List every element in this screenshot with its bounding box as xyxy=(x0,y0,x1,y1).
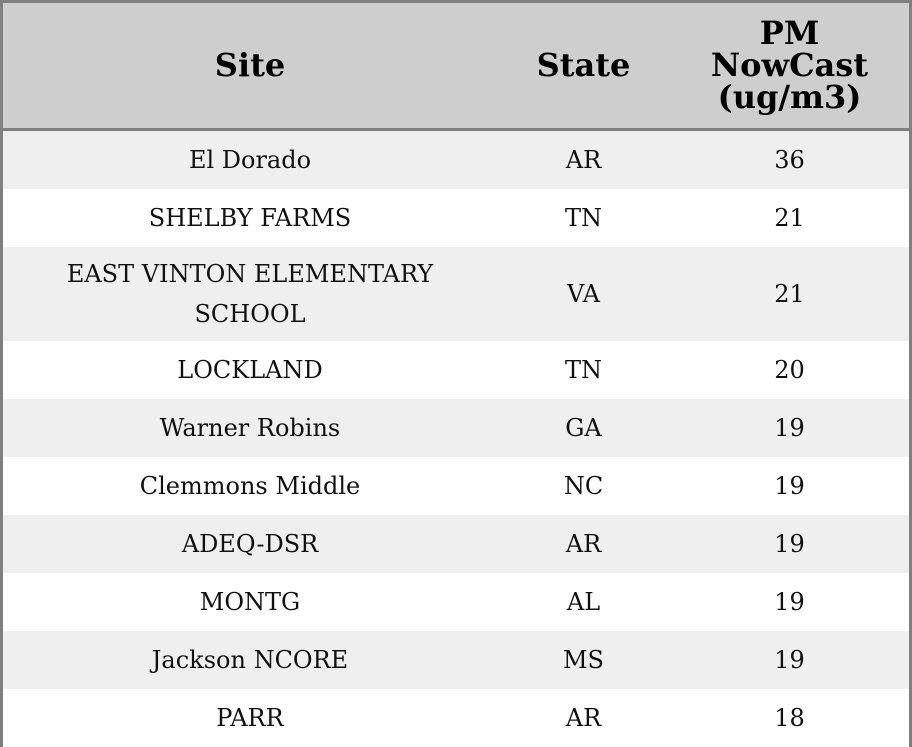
table-row xyxy=(3,341,909,399)
cell-pm: 19 xyxy=(774,471,805,500)
cell-site: Warner Robins xyxy=(159,413,341,442)
cell-site: ADEQ-DSR xyxy=(181,529,319,558)
cell-site: PARR xyxy=(216,703,284,732)
table-row xyxy=(3,189,909,247)
cell-site: SHELBY FARMS xyxy=(148,203,352,232)
table-row xyxy=(3,689,909,747)
cell-site: EAST VINTON ELEMENTARY SCHOOL xyxy=(66,259,434,328)
cell-pm: 19 xyxy=(774,587,805,616)
table-row xyxy=(3,515,909,573)
table-row xyxy=(3,573,909,631)
cell-pm: 21 xyxy=(774,203,805,232)
header-pm-nowcast: PM NowCast (ug/m3) xyxy=(670,3,909,129)
cell-pm: 20 xyxy=(774,355,805,384)
table-header xyxy=(3,3,909,129)
pm-nowcast-table xyxy=(3,3,909,747)
cell-pm: 36 xyxy=(774,145,805,174)
table-row xyxy=(3,247,909,341)
cell-pm: 21 xyxy=(774,279,805,308)
table-row xyxy=(3,129,909,189)
header-state: State xyxy=(497,3,670,129)
header-row xyxy=(3,3,909,129)
cell-state: AR xyxy=(565,703,602,732)
cell-pm: 19 xyxy=(774,413,805,442)
cell-state: GA xyxy=(565,413,602,442)
cell-pm: 19 xyxy=(774,645,805,674)
table-row xyxy=(3,457,909,515)
cell-state: MS xyxy=(562,645,604,674)
cell-state: VA xyxy=(566,279,601,308)
table-row xyxy=(3,631,909,689)
cell-pm: 18 xyxy=(774,703,805,732)
cell-state: AL xyxy=(566,587,601,616)
cell-state: AR xyxy=(565,529,602,558)
cell-site: MONTG xyxy=(199,587,301,616)
cell-site: El Dorado xyxy=(188,145,312,174)
cell-state: TN xyxy=(564,355,602,384)
cell-pm: 19 xyxy=(774,529,805,558)
header-site: Site xyxy=(3,3,497,129)
cell-site: Jackson NCORE xyxy=(151,645,349,674)
cell-state: AR xyxy=(565,145,602,174)
cell-state: TN xyxy=(564,203,602,232)
table-row xyxy=(3,399,909,457)
cell-site: LOCKLAND xyxy=(177,355,323,384)
table-body xyxy=(3,129,909,747)
cell-state: NC xyxy=(563,471,604,500)
cell-site: Clemmons Middle xyxy=(139,471,361,500)
